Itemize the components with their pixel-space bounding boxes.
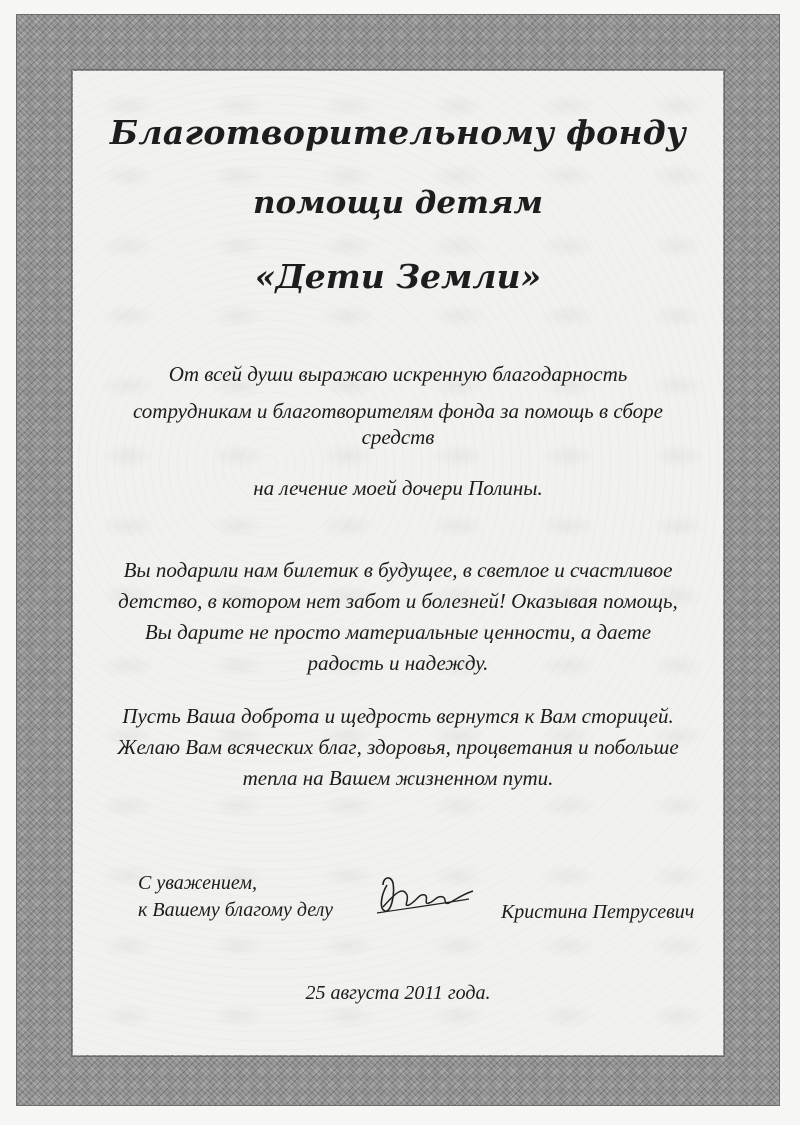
regards-line-1: С уважением, <box>138 872 258 894</box>
letter-date: 25 августа 2011 года. <box>305 982 491 1004</box>
certificate-sheet <box>73 71 723 1055</box>
title-line-1: Благотворительному фонду <box>109 113 687 152</box>
title-line-2: помощи детям <box>252 185 544 221</box>
gratitude-paragraph-2: сотрудникам и благотворителям фонда за помощь в сборе средств <box>132 399 663 449</box>
regards-line-2: к Вашему благому делу <box>138 899 333 921</box>
signature-icon <box>373 865 483 925</box>
gratitude-paragraph-5: Пусть Ваша доброта и щедрость вернутся к Вам сторицей. Желаю Вам всяческих благ, здоровья, процветания и побольше тепла на Вашем жизненном пути. <box>117 704 679 790</box>
gratitude-paragraph-3: на лечение моей дочери Полины. <box>253 476 543 500</box>
gratitude-paragraph-1: От всей души выражаю искренную благодарность <box>168 362 628 386</box>
regards-block <box>138 870 333 924</box>
gratitude-paragraph-4: Вы подарили нам билетик в будущее, в светлое и счастливое детство, в котором нет забот и болезней! Оказывая помощь, Вы дарите не просто материальные ценности, а даете радость и надежду. <box>118 558 678 675</box>
title-line-3: «Дети Земли» <box>254 257 542 296</box>
signer-name: Кристина Петрусевич <box>501 901 695 923</box>
